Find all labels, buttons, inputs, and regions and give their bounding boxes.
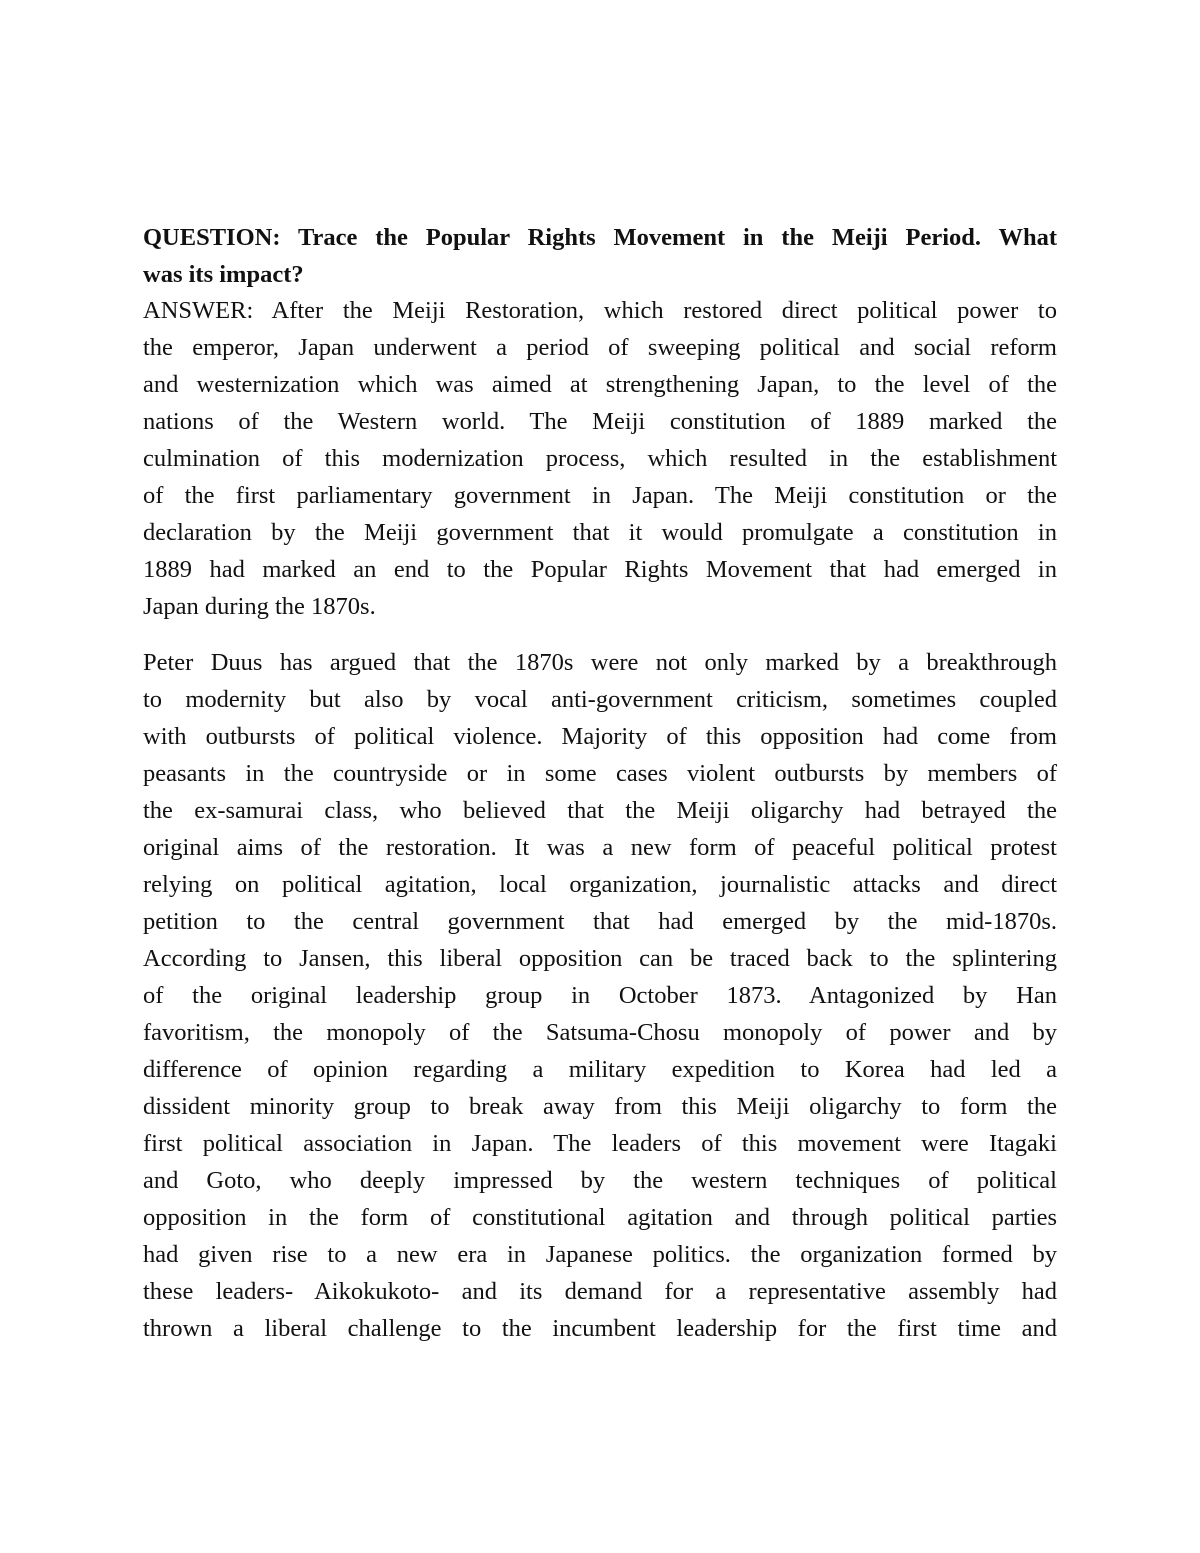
paragraph-line: petition to the central government that had emerged by the mid-1870s. bbox=[143, 908, 1057, 935]
paragraph-line: the emperor, Japan underwent a period of sweeping political and social reform bbox=[143, 334, 1057, 361]
paragraph-line: had given rise to a new era in Japanese politics. the organization formed by bbox=[143, 1241, 1057, 1268]
paragraph-line: declaration by the Meiji government that it would promulgate a constitution in bbox=[143, 519, 1057, 546]
paragraph-line: Peter Duus has argued that the 1870s were not only marked by a breakthrough bbox=[143, 649, 1057, 676]
paragraph-line: these leaders- Aikokukoto- and its demand for a representative assembly had bbox=[143, 1278, 1057, 1305]
paragraph-line: with outbursts of political violence. Majority of this opposition had come from bbox=[143, 723, 1057, 750]
paragraph-line: relying on political agitation, local organization, journalistic attacks and direct bbox=[143, 871, 1057, 898]
paragraph-line: of the first parliamentary government in Japan. The Meiji constitution or the bbox=[143, 482, 1057, 509]
paragraph-line: difference of opinion regarding a military expedition to Korea had led a bbox=[143, 1056, 1057, 1083]
question-line: QUESTION: Trace the Popular Rights Movement in the Meiji Period. What bbox=[143, 224, 1057, 251]
paragraph-line: ANSWER: After the Meiji Restoration, which restored direct political power to bbox=[143, 297, 1057, 324]
paragraph-line: dissident minority group to break away from this Meiji oligarchy to form the bbox=[143, 1093, 1057, 1120]
paragraph-line: of the original leadership group in October 1873. Antagonized by Han bbox=[143, 982, 1057, 1009]
paragraph-line: Japan during the 1870s. bbox=[143, 593, 376, 620]
paragraph-line: peasants in the countryside or in some cases violent outbursts by members of bbox=[143, 760, 1057, 787]
paragraph-line: original aims of the restoration. It was a new form of peaceful political protest bbox=[143, 834, 1057, 861]
paragraph-line: and Goto, who deeply impressed by the western techniques of political bbox=[143, 1167, 1057, 1194]
paragraph-line: favoritism, the monopoly of the Satsuma-Chosu monopoly of power and by bbox=[143, 1019, 1057, 1046]
paragraph-line: to modernity but also by vocal anti-government criticism, sometimes coupled bbox=[143, 686, 1057, 713]
paragraph-line: 1889 had marked an end to the Popular Rights Movement that had emerged in bbox=[143, 556, 1057, 583]
paragraph-line: the ex-samurai class, who believed that the Meiji oligarchy had betrayed the bbox=[143, 797, 1057, 824]
question-line: was its impact? bbox=[143, 261, 304, 288]
paragraph-line: and westernization which was aimed at strengthening Japan, to the level of the bbox=[143, 371, 1057, 398]
paragraph-line: nations of the Western world. The Meiji constitution of 1889 marked the bbox=[143, 408, 1057, 435]
paragraph-line: first political association in Japan. The leaders of this movement were Itagaki bbox=[143, 1130, 1057, 1157]
paragraph-line: thrown a liberal challenge to the incumbent leadership for the first time and bbox=[143, 1315, 1057, 1342]
paragraph-line: opposition in the form of constitutional agitation and through political parties bbox=[143, 1204, 1057, 1231]
paragraph-line: culmination of this modernization process, which resulted in the establishment bbox=[143, 445, 1057, 472]
paragraph-line: According to Jansen, this liberal opposition can be traced back to the splintering bbox=[143, 945, 1057, 972]
